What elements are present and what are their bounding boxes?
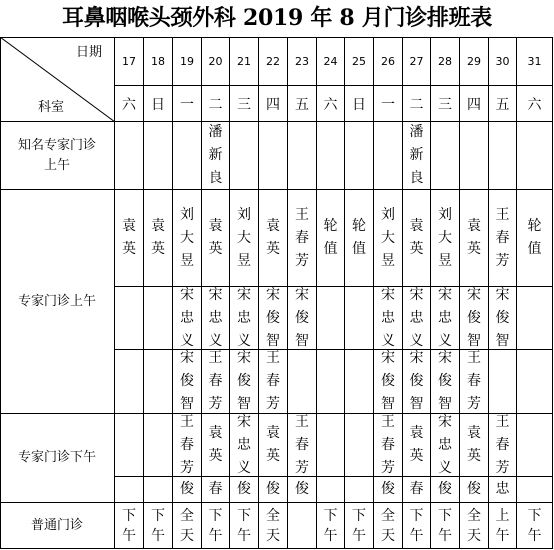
weekday-header-cell: 一 [374,86,403,122]
schedule-cell: 轮 值 [317,190,345,287]
schedule-cell [144,414,173,477]
schedule-cell: 宋 忠 义 [230,414,259,477]
schedule-cell: 袁 英 [259,414,288,477]
schedule-cell: 下 午 [230,503,259,549]
schedule-cell [345,350,374,414]
schedule-cell [517,122,553,190]
schedule-cell [517,350,553,414]
date-header-cell: 19 [173,37,202,86]
schedule-cell: 王 春 芳 [460,350,489,414]
schedule-cell [288,350,317,414]
schedule-cell: 下 午 [517,503,553,549]
weekday-header-cell: 三 [230,86,259,122]
schedule-cell [115,122,144,190]
schedule-cell: 俊 [288,477,317,503]
schedule-cell: 宋 俊 智 [259,287,288,350]
schedule-cell: 下 午 [431,503,460,549]
schedule-cell [288,503,317,549]
schedule-cell: 王 春 芳 [374,414,403,477]
schedule-cell: 王 春 芳 [288,190,317,287]
schedule-cell: 宋 俊 智 [288,287,317,350]
schedule-cell [115,414,144,477]
schedule-cell [317,122,345,190]
date-header-cell: 24 [317,37,345,86]
schedule-cell [517,477,553,503]
schedule-cell: 刘 大 昱 [230,190,259,287]
schedule-cell [345,414,374,477]
schedule-cell: 刘 大 昱 [431,190,460,287]
corner-header-cell [0,37,115,122]
schedule-cell: 宋 俊 智 [489,287,517,350]
schedule-table [0,37,554,550]
schedule-cell: 轮 值 [345,190,374,287]
schedule-cell: 下 午 [317,503,345,549]
schedule-cell: 袁 英 [202,414,230,477]
schedule-cell: 王 春 芳 [489,414,517,477]
weekday-header-cell: 六 [517,86,553,122]
weekday-header-cell: 日 [345,86,374,122]
schedule-cell [115,350,144,414]
schedule-cell: 宋 忠 义 [374,287,403,350]
weekday-header-cell: 五 [489,86,517,122]
schedule-cell [317,477,345,503]
date-header-cell: 29 [460,37,489,86]
schedule-cell: 袁 英 [403,190,431,287]
section-label-famous: 知名专家门诊上午 [0,122,115,190]
schedule-cell: 潘 新 良 [403,122,431,190]
schedule-cell [317,350,345,414]
weekday-header-cell: 六 [317,86,345,122]
schedule-cell: 王 春 芳 [259,350,288,414]
weekday-header-cell: 四 [460,86,489,122]
schedule-cell [431,122,460,190]
date-header-cell: 21 [230,37,259,86]
schedule-cell [345,122,374,190]
schedule-cell: 全 天 [259,503,288,549]
date-header-cell: 28 [431,37,460,86]
schedule-cell: 宋 忠 义 [230,287,259,350]
schedule-cell: 宋 忠 义 [403,287,431,350]
schedule-cell: 俊 [173,477,202,503]
schedule-cell [259,122,288,190]
weekday-header-cell: 二 [403,86,431,122]
schedule-cell: 轮 值 [517,190,553,287]
schedule-cell [345,477,374,503]
schedule-cell: 上 午 [489,503,517,549]
schedule-cell: 春 [403,477,431,503]
date-header-cell: 25 [345,37,374,86]
schedule-cell: 宋 俊 智 [374,350,403,414]
weekday-header-cell: 二 [202,86,230,122]
schedule-cell: 王 春 芳 [202,350,230,414]
schedule-cell: 下 午 [115,503,144,549]
date-header-cell: 23 [288,37,317,86]
weekday-header-cell: 六 [115,86,144,122]
schedule-cell [144,350,173,414]
schedule-cell: 宋 俊 智 [173,350,202,414]
schedule-cell: 宋 俊 智 [403,350,431,414]
schedule-cell: 下 午 [403,503,431,549]
schedule-cell [144,287,173,350]
date-header-cell: 22 [259,37,288,86]
schedule-cell [460,122,489,190]
schedule-cell: 春 [202,477,230,503]
schedule-cell [115,287,144,350]
schedule-cell: 忠 [489,477,517,503]
date-header-cell: 20 [202,37,230,86]
dept-label: 科室 [38,100,65,115]
schedule-cell: 袁 英 [144,190,173,287]
schedule-cell [517,287,553,350]
page-title: 耳鼻咽喉头颈外科 2019 年 8 月门诊排班表 [62,5,492,31]
schedule-cell: 王 春 芳 [173,414,202,477]
schedule-cell [317,414,345,477]
schedule-cell [517,414,553,477]
schedule-cell: 全 天 [374,503,403,549]
schedule-cell: 下 午 [345,503,374,549]
schedule-cell: 袁 英 [460,414,489,477]
schedule-cell [144,122,173,190]
date-header-cell: 30 [489,37,517,86]
schedule-cell [288,122,317,190]
schedule-cell: 宋 俊 智 [460,287,489,350]
schedule-cell: 俊 [259,477,288,503]
schedule-cell [374,122,403,190]
schedule-cell: 袁 英 [115,190,144,287]
schedule-cell: 宋 忠 义 [173,287,202,350]
schedule-cell: 俊 [431,477,460,503]
schedule-cell: 俊 [374,477,403,503]
schedule-cell: 袁 英 [403,414,431,477]
schedule-cell [173,122,202,190]
schedule-cell: 刘 大 昱 [374,190,403,287]
schedule-cell: 宋 俊 智 [431,350,460,414]
schedule-cell: 俊 [230,477,259,503]
weekday-header-cell: 日 [144,86,173,122]
schedule-cell [144,477,173,503]
schedule-cell [317,287,345,350]
schedule-cell [489,350,517,414]
date-header-cell: 17 [115,37,144,86]
schedule-cell [115,477,144,503]
schedule-cell [489,122,517,190]
schedule-cell: 袁 英 [259,190,288,287]
schedule-cell: 下 午 [202,503,230,549]
date-label: 日期 [75,45,102,60]
schedule-cell: 王 春 芳 [489,190,517,287]
schedule-cell [230,122,259,190]
date-header-cell: 31 [517,37,553,86]
date-header-cell: 27 [403,37,431,86]
schedule-cell: 下 午 [144,503,173,549]
weekday-header-cell: 四 [259,86,288,122]
schedule-cell: 全 天 [460,503,489,549]
schedule-cell: 宋 忠 义 [202,287,230,350]
schedule-cell [345,287,374,350]
section-label-am: 专家门诊上午 [0,190,115,414]
schedule-cell: 袁 英 [202,190,230,287]
date-header-cell: 18 [144,37,173,86]
section-label-pm: 专家门诊下午 [0,414,115,503]
schedule-cell: 宋 俊 智 [230,350,259,414]
section-label-general: 普通门诊 [0,503,115,549]
weekday-header-cell: 一 [173,86,202,122]
schedule-cell: 宋 忠 义 [431,287,460,350]
schedule-cell: 袁 英 [460,190,489,287]
date-header-cell: 26 [374,37,403,86]
schedule-cell: 刘 大 昱 [173,190,202,287]
schedule-cell: 王 春 芳 [288,414,317,477]
weekday-header-cell: 三 [431,86,460,122]
schedule-cell: 潘 新 良 [202,122,230,190]
schedule-cell: 宋 忠 义 [431,414,460,477]
schedule-cell: 俊 [460,477,489,503]
weekday-header-cell: 五 [288,86,317,122]
schedule-cell: 全 天 [173,503,202,549]
